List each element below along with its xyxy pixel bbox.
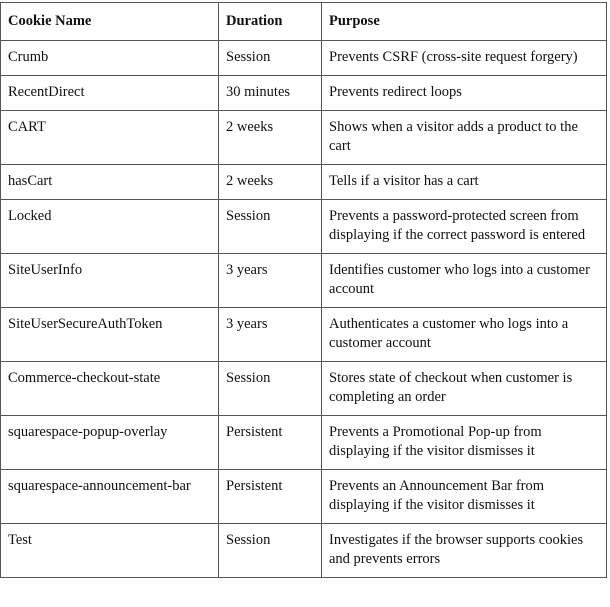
column-header-purpose: Purpose (322, 3, 607, 41)
duration-cell: Session (219, 41, 322, 76)
cookie-name-cell: squarespace-popup-overlay (1, 416, 219, 470)
cookie-name-cell: SiteUserInfo (1, 254, 219, 308)
purpose-cell: Prevents a password-protected screen from displaying if the correct password is entered (322, 200, 607, 254)
duration-cell: 3 years (219, 308, 322, 362)
purpose-cell: Prevents redirect loops (322, 76, 607, 111)
table-row (1, 111, 607, 165)
duration-cell: Session (219, 524, 322, 578)
cookie-name-cell: Test (1, 524, 219, 578)
duration-cell: 30 minutes (219, 76, 322, 111)
duration-cell: 2 weeks (219, 111, 322, 165)
duration-cell: Session (219, 200, 322, 254)
purpose-cell: Prevents an Announcement Bar from displaying if the visitor dismisses it (322, 470, 607, 524)
table-header-row (1, 3, 607, 41)
cookie-name-cell: RecentDirect (1, 76, 219, 111)
purpose-cell: Prevents a Promotional Pop-up from displaying if the visitor dismisses it (322, 416, 607, 470)
cookie-name-cell: hasCart (1, 165, 219, 200)
table-row (1, 524, 607, 578)
duration-cell: 2 weeks (219, 165, 322, 200)
table-row (1, 362, 607, 416)
duration-cell: Persistent (219, 416, 322, 470)
purpose-cell: Prevents CSRF (cross-site request forgery) (322, 41, 607, 76)
cookie-name-cell: squarespace-announcement-bar (1, 470, 219, 524)
table-row (1, 254, 607, 308)
cookie-name-cell: Locked (1, 200, 219, 254)
table-row (1, 76, 607, 111)
column-header-cookie-name: Cookie Name (1, 3, 219, 41)
purpose-cell: Authenticates a customer who logs into a customer account (322, 308, 607, 362)
table-row (1, 200, 607, 254)
purpose-cell: Identifies customer who logs into a customer account (322, 254, 607, 308)
duration-cell: 3 years (219, 254, 322, 308)
cookie-name-cell: SiteUserSecureAuthToken (1, 308, 219, 362)
purpose-cell: Tells if a visitor has a cart (322, 165, 607, 200)
table-row (1, 308, 607, 362)
table-row (1, 470, 607, 524)
cookie-table-container (0, 2, 606, 578)
table-row (1, 165, 607, 200)
purpose-cell: Investigates if the browser supports cookies and prevents errors (322, 524, 607, 578)
cookie-name-cell: CART (1, 111, 219, 165)
duration-cell: Persistent (219, 470, 322, 524)
cookie-name-cell: Commerce-checkout-state (1, 362, 219, 416)
purpose-cell: Stores state of checkout when customer is completing an order (322, 362, 607, 416)
table-row (1, 416, 607, 470)
table-row (1, 41, 607, 76)
column-header-duration: Duration (219, 3, 322, 41)
cookie-table (0, 2, 607, 578)
duration-cell: Session (219, 362, 322, 416)
purpose-cell: Shows when a visitor adds a product to the cart (322, 111, 607, 165)
cookie-name-cell: Crumb (1, 41, 219, 76)
